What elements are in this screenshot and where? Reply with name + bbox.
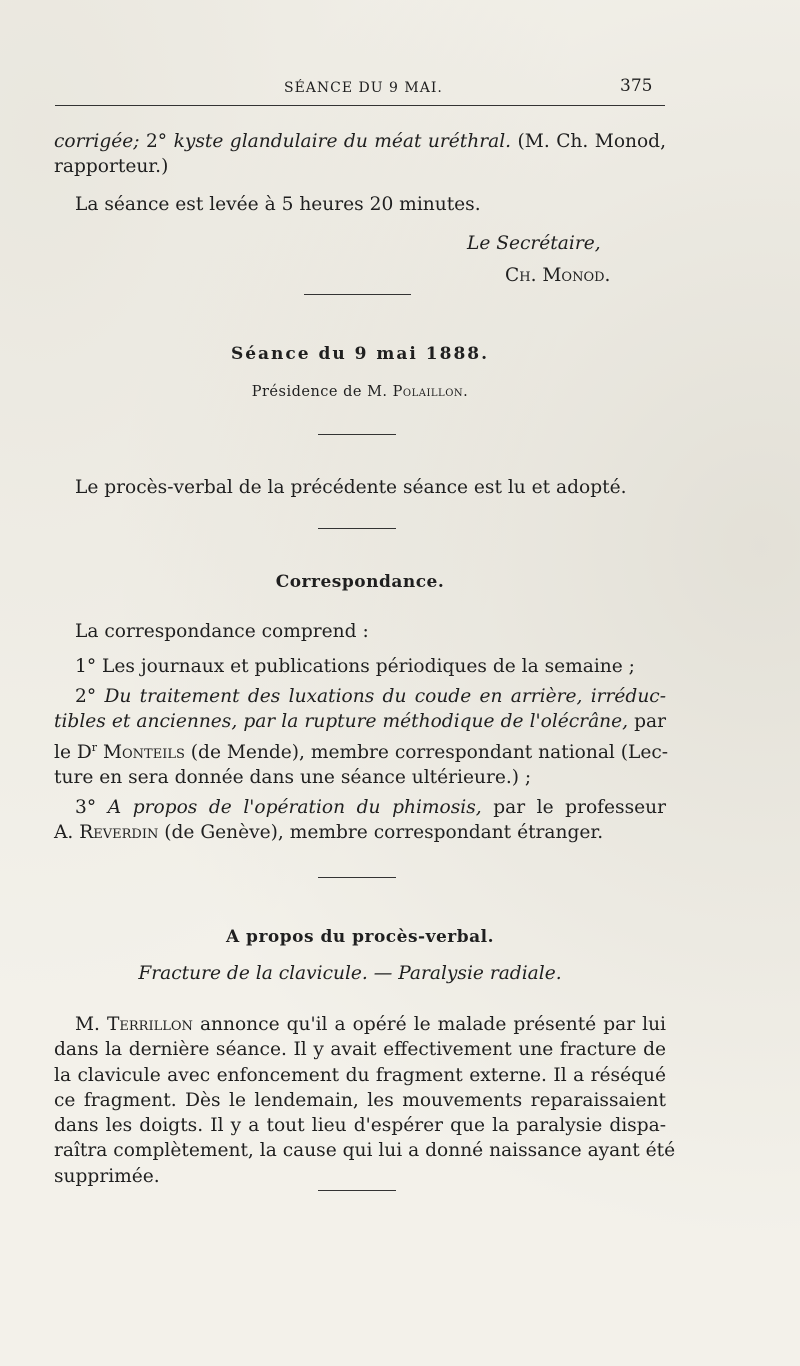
italic-text: A propos de l'opération du phimosis,	[107, 797, 482, 818]
superscript: r	[91, 740, 98, 754]
person-name: Monteils	[97, 741, 185, 763]
italic-text: kyste glandulaire du méat uréthral.	[173, 131, 512, 152]
page-number: 375	[620, 76, 653, 96]
secretary-title: Le Secrétaire,	[467, 233, 601, 254]
president-name: Polaillon.	[392, 384, 469, 400]
correspondance-item-2	[54, 684, 669, 790]
item2-line-3	[54, 735, 669, 765]
minutes-line: Le procès-verbal de la précédente séance est lu et adopté.	[75, 477, 627, 498]
item2-line-1	[54, 684, 666, 709]
text: (de Genève), membre correspondant étranger.	[158, 822, 604, 844]
correspondance-item-3	[54, 795, 666, 846]
paragraph-line-5: dans les doigts. Il y a tout lieu d'espérer que la paralysie dispa-	[54, 1115, 666, 1137]
prev-session-line-1	[54, 129, 666, 154]
text: (M. Ch. Monod,	[511, 131, 666, 152]
secretary-name: Ch. Monod.	[505, 265, 611, 286]
italic-text: tibles et anciennes, par la rupture méthodique de l'olécrâne,	[54, 711, 629, 733]
text: par	[628, 711, 667, 733]
terrillon-paragraph	[54, 1012, 676, 1189]
section-rule	[318, 434, 396, 435]
paragraph-line-2: dans la dernière séance. Il y avait effectivement une fracture de	[54, 1039, 666, 1061]
section-rule	[304, 294, 411, 295]
running-title: SÉANCE DU 9 MAI.	[284, 80, 443, 96]
item2-line-2	[54, 709, 666, 734]
italic-text: Du traitement des luxations du coude en arrière, irréduc-	[104, 686, 666, 707]
proces-verbal-heading: A propos du procès-verbal.	[225, 927, 495, 947]
text: Présidence de M.	[251, 384, 393, 400]
paragraph-line-6: raîtra complètement, la cause qui lui a donné naissance ayant été	[54, 1140, 676, 1162]
text: par le professeur	[481, 797, 667, 818]
prev-session-line-2: rapporteur.)	[54, 156, 169, 178]
text: 3°	[75, 797, 108, 818]
closing-line: La séance est levée à 5 heures 20 minutes.	[75, 194, 481, 215]
paragraph-line-7: supprimée.	[54, 1165, 160, 1187]
text: 2°	[145, 131, 174, 152]
text: A.	[54, 822, 80, 844]
italic-text: corrigée;	[54, 131, 146, 152]
paragraph-line-1	[54, 1012, 666, 1037]
text: annonce qu'il a opéré le malade présenté par lui	[192, 1014, 666, 1035]
section-rule	[318, 877, 396, 878]
section-rule	[318, 528, 396, 529]
header-rule	[55, 105, 665, 106]
correspondance-heading: Correspondance.	[275, 572, 445, 592]
presidency-line	[54, 384, 666, 400]
proces-verbal-subtitle: Fracture de la clavicule. — Paralysie radiale.	[138, 963, 562, 984]
item3-line-2	[54, 820, 666, 845]
text: (de Mende), membre correspondant national (Lec-	[184, 741, 669, 763]
person-name: Reverdin	[79, 822, 159, 844]
person-name: Terrillon	[107, 1014, 193, 1035]
correspondance-intro: La correspondance comprend :	[75, 621, 369, 642]
text: 2°	[75, 686, 105, 707]
prev-session-paragraph	[54, 129, 666, 180]
session-title: Séance du 9 mai 1888.	[230, 344, 490, 364]
text: le D	[54, 741, 92, 763]
item3-line-1	[54, 795, 666, 820]
text: M.	[75, 1014, 107, 1035]
section-rule	[318, 1190, 396, 1191]
correspondance-item-1: 1° Les journaux et publications périodiques de la semaine ;	[75, 656, 635, 677]
item2-line-4: ture en sera donnée dans une séance ultérieure.) ;	[54, 767, 532, 789]
paragraph-line-4: ce fragment. Dès le lendemain, les mouvements reparaissaient	[54, 1089, 666, 1111]
paragraph-line-3: la clavicule avec enfoncement du fragment externe. Il a réséqué	[54, 1064, 666, 1086]
